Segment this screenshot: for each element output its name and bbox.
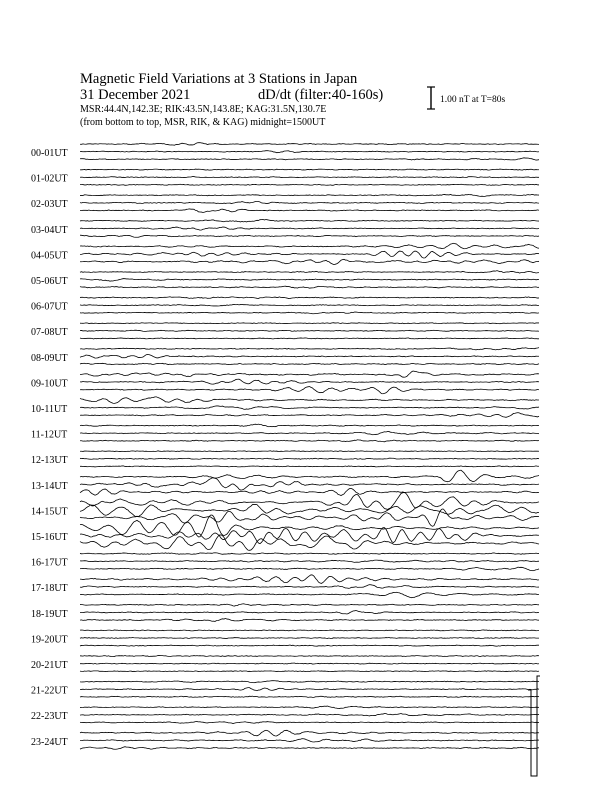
hour-label: 06-07UT [31, 301, 68, 313]
hour-label: 12-13UT [31, 455, 68, 467]
trace-kag [80, 312, 539, 314]
hour-label: 13-14UT [31, 480, 68, 492]
trace-kag [80, 413, 539, 418]
trace-msr [80, 493, 539, 510]
trace-rik [80, 227, 539, 230]
hour-label: 17-18UT [31, 583, 68, 595]
trace-rik [80, 406, 539, 409]
hour-label: 19-20UT [31, 634, 68, 646]
trace-msr [80, 397, 539, 404]
trace-msr [80, 371, 539, 377]
trace-msr [80, 553, 539, 554]
trace-kag [80, 618, 539, 621]
trace-kag [80, 645, 539, 646]
trace-msr [80, 655, 539, 656]
trace-rik [80, 432, 539, 435]
chart-title: Magnetic Field Variations at 3 Stations in Japan [80, 71, 358, 87]
trace-rik [80, 638, 539, 639]
trace-msr [80, 348, 539, 350]
hour-label: 23-24UT [31, 736, 68, 748]
trace-msr [80, 271, 539, 273]
trace-rik [80, 379, 539, 384]
hour-label: 10-11UT [31, 404, 68, 415]
trace-rik [80, 177, 539, 178]
trace-msr [80, 706, 539, 708]
trace-kag [80, 363, 539, 364]
trace-rik [80, 458, 539, 459]
trace-msr [80, 470, 539, 482]
trace-spike [528, 676, 540, 776]
trace-msr [80, 194, 539, 196]
hour-label: 22-23UT [31, 711, 68, 723]
trace-rik [80, 585, 539, 589]
trace-rik [80, 560, 539, 562]
hour-label: 21-22UT [31, 685, 68, 697]
trace-order-note: (from bottom to top, MSR, RIK, & KAG) midnight=1500UT [80, 117, 326, 128]
station-coordinates: MSR:44.4N,142.3E; RIK:43.5N,143.8E; KAG:31.5N,130.7E [80, 104, 327, 115]
scale-bar-label: 1.00 nT at T=80s [440, 95, 506, 105]
trace-rik [80, 714, 539, 716]
trace-kag [80, 509, 539, 526]
trace-rik [80, 663, 539, 664]
hour-label: 01-02UT [31, 173, 68, 185]
trace-kag [80, 592, 539, 597]
trace-kag [80, 535, 539, 550]
hour-label: 02-03UT [31, 199, 68, 211]
hour-label: 16-17UT [31, 557, 68, 569]
trace-msr [80, 143, 539, 146]
hour-label: 00-01UT [31, 148, 68, 159]
trace-rik [80, 354, 539, 358]
trace-rik [80, 739, 539, 742]
hour-label: 15-16UT [31, 532, 68, 543]
hour-label: 14-15UT [31, 506, 68, 518]
trace-msr [80, 575, 539, 584]
trace-msr [80, 630, 539, 631]
hour-label: 04-05UT [31, 250, 68, 262]
hour-label: 11-12UT [31, 429, 68, 441]
trace-msr [80, 169, 539, 170]
trace-kag [80, 209, 539, 213]
trace-kag [80, 286, 539, 288]
trace-kag [80, 567, 539, 571]
trace-kag [80, 338, 539, 339]
trace-msr [80, 424, 539, 427]
trace-kag [80, 184, 539, 185]
trace-kag [80, 440, 539, 442]
trace-msr [80, 604, 539, 606]
trace-kag [80, 747, 539, 750]
trace-rik [80, 330, 539, 331]
hour-label: 20-21UT [31, 660, 68, 671]
trace-msr [80, 681, 539, 683]
trace-rik [80, 201, 539, 203]
trace-kag [80, 235, 539, 237]
trace-kag [80, 488, 539, 495]
hour-label: 05-06UT [31, 276, 68, 287]
trace-kag [80, 386, 539, 393]
trace-kag [80, 671, 539, 672]
trace-rik [80, 504, 539, 516]
trace-kag [80, 466, 539, 467]
trace-rik [80, 279, 539, 282]
trace-msr [80, 323, 539, 324]
hour-label: 03-04UT [31, 224, 68, 236]
hour-label: 08-09UT [31, 352, 68, 364]
trace-kag [80, 722, 539, 724]
trace-msr [80, 220, 539, 222]
trace-msr [80, 243, 539, 248]
chart-date: 31 December 2021 [80, 87, 191, 103]
trace-rik [80, 611, 539, 614]
trace-rik [80, 478, 539, 490]
trace-rik [80, 688, 539, 691]
trace-msr [80, 730, 539, 736]
chart-quantity: dD/dt (filter:40-160s) [258, 87, 384, 103]
trace-rik [80, 528, 539, 544]
hour-label: 18-19UT [31, 608, 68, 620]
trace-kag [80, 259, 539, 264]
trace-rik [80, 251, 539, 258]
trace-msr [80, 297, 539, 299]
hour-label: 09-10UT [31, 378, 68, 390]
trace-rik [80, 304, 539, 306]
hour-label: 07-08UT [31, 327, 68, 339]
trace-rik [80, 151, 539, 153]
trace-msr [80, 451, 539, 452]
trace-kag [80, 158, 539, 160]
trace-kag [80, 696, 539, 697]
